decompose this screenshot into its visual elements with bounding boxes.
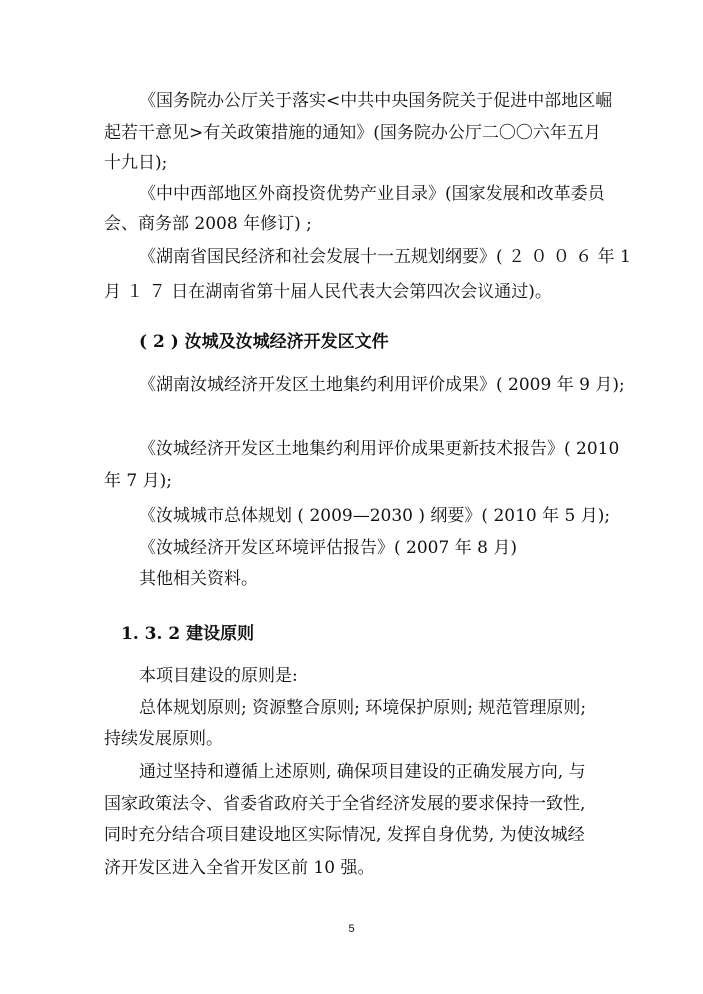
text-line: 本项目建设的原则是: (139, 666, 298, 686)
text-line: 其他相关资料。 (139, 569, 258, 589)
text-line: 《中中西部地区外商投资优势产业目录》(国家发展和改革委员 (139, 184, 605, 204)
text-line: 国家政策法令、省委省政府关于全省经济发展的要求保持一致性, (104, 794, 586, 814)
text-line: 《国务院办公厅关于落实<中共中央国务院关于促进中部地区崛 (139, 91, 613, 111)
text-line: 《湖南汝城经济开发区土地集约利用评价成果》( 2009 年 9 月); (139, 375, 625, 395)
text-line: 《汝城城市总体规划 ( 2009—2030 ) 纲要》( 2010 年 5 月); (139, 506, 611, 526)
text-line: 起若干意见>有关政策措施的通知》(国务院办公厅二〇〇六年五月 (104, 123, 601, 143)
text-line: 《汝城经济开发区环境评估报告》( 2007 年 8 月) (139, 538, 517, 558)
text-line: 持续发展原则。 (104, 729, 223, 749)
text-line: 月 １ ７ 日在湖南省第十届人民代表大会第四次会议通过)。 (104, 282, 552, 302)
page-number: 5 (348, 923, 355, 935)
text-line: 通过坚持和遵循上述原则, 确保项目建设的正确发展方向, 与 (139, 762, 586, 782)
text-line: 同时充分结合项目建设地区实际情况, 发挥自身优势, 为使汝城经 (104, 825, 585, 845)
text-line: 年 7 月); (104, 471, 172, 491)
text-line: 《湖南省国民经济和社会发展十一五规划纲要》( ２ ０ ０ ６ 年 1 (139, 247, 631, 267)
text-line: 十九日); (104, 153, 168, 173)
text-line: 会、商务部 2008 年修订) ; (104, 214, 312, 234)
text-line: 《汝城经济开发区土地集约利用评价成果更新技术报告》( 2010 (139, 439, 620, 459)
section-heading: 1. 3. 2 建设原则 (121, 624, 255, 644)
text-line: 总体规划原则; 资源整合原则; 环境保护原则; 规范管理原则; (139, 698, 587, 718)
text-line: 济开发区进入全省开发区前 10 强。 (104, 858, 375, 878)
section-heading: ( 2 ) 汝城及汝城经济开发区文件 (139, 332, 389, 352)
